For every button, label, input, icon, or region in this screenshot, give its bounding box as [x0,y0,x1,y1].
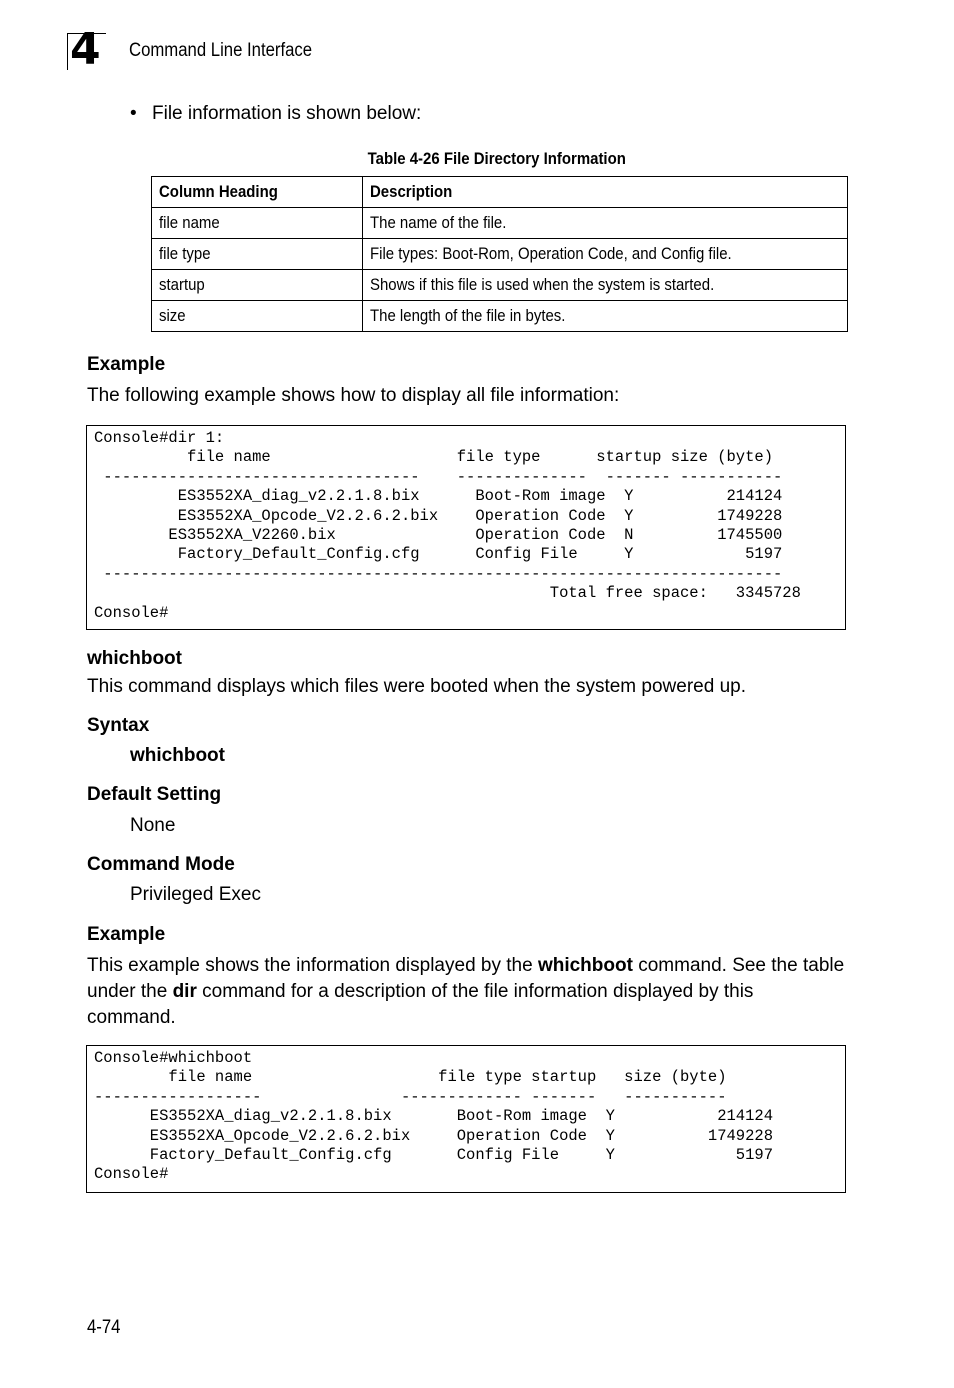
whichboot-code-block [86,1045,846,1193]
code-line: Console#whichboot [94,1049,253,1067]
example-heading: Example [87,924,166,945]
table-cell: size [152,301,363,332]
code-line: ------------------ ------------- ------- ----------- [94,1087,727,1106]
table-cell: startup [152,270,363,301]
command-mode-value: Privileged Exec [130,884,261,905]
table-cell: File types: Boot-Rom, Operation Code, and Config file. [363,239,848,270]
bullet-marker: • [130,103,137,124]
table-cell: file name [152,208,363,239]
default-setting-value: None [130,815,176,836]
command-mode-heading: Command Mode [87,854,235,875]
code-line: ------------------------------------------------------------------------- [94,564,783,583]
code-line: Total free space: 3345728 [94,584,801,603]
table-cell: Shows if this file is used when the system is started. [363,270,848,301]
code-line: Console# [94,1165,169,1184]
column-header: Description [363,177,848,208]
bullet-text: File information is shown below: [152,103,422,124]
intro-bullet [130,103,421,125]
example-description: The following example shows how to display all file information: [87,385,620,406]
code-line: file name file type startup size (byte) [94,448,774,467]
code-line: Factory_Default_Config.cfg Config File Y 5197 [94,545,783,564]
code-line: Factory_Default_Config.cfg Config File Y 5197 [94,1145,774,1164]
syntax-heading: Syntax [87,715,150,736]
code-line: ES3552XA_diag_v2.2.1.8.bix Boot-Rom image Y 214124 [94,487,783,506]
running-title: Command Line Interface [129,40,313,61]
chapter-number: 4 [70,24,100,75]
code-line: ES3552XA_Opcode_V2.2.6.2.bix Operation Code Y 1749228 [94,1126,774,1145]
table-row [152,301,848,332]
code-line: Console#dir 1: [94,429,225,447]
command-title: whichboot [87,648,182,669]
table-header-row [152,177,848,208]
command-description: This command displays which files were booted when the system powered up. [87,676,746,697]
table-row [152,208,848,239]
table-caption [0,149,954,169]
example-heading: Example [87,354,166,375]
code-line: ES3552XA_V2260.bix Operation Code N 1745500 [94,525,783,544]
file-directory-table [151,176,848,332]
table-cell: The length of the file in bytes. [363,301,848,332]
column-header: Column Heading [152,177,363,208]
table-row [152,239,848,270]
table-cell: The name of the file. [363,208,848,239]
code-line: ES3552XA_Opcode_V2.2.6.2.bix Operation Code Y 1749228 [94,506,783,525]
table-row [152,270,848,301]
code-line: Console# [94,603,169,622]
dir-code-block [86,425,846,630]
table-caption-text: Table 4-26 File Directory Information [367,149,627,168]
inline-command: dir [172,981,197,1002]
table-cell: file type [152,239,363,270]
page-number: 4-74 [87,1317,121,1338]
syntax-value: whichboot [130,745,225,766]
code-line: ---------------------------------- -------------- ------- ----------- [94,467,783,486]
inline-command: whichboot [537,955,633,976]
code-line: ES3552XA_diag_v2.2.1.8.bix Boot-Rom image Y 214124 [94,1107,774,1126]
default-setting-heading: Default Setting [87,784,222,805]
example-paragraph: This example shows the information displayed by the whichboot command. See the table under the dir command for a description of the file information displayed by this command. [87,955,845,1028]
code-line: file name file type startup size (byte) [94,1068,727,1087]
